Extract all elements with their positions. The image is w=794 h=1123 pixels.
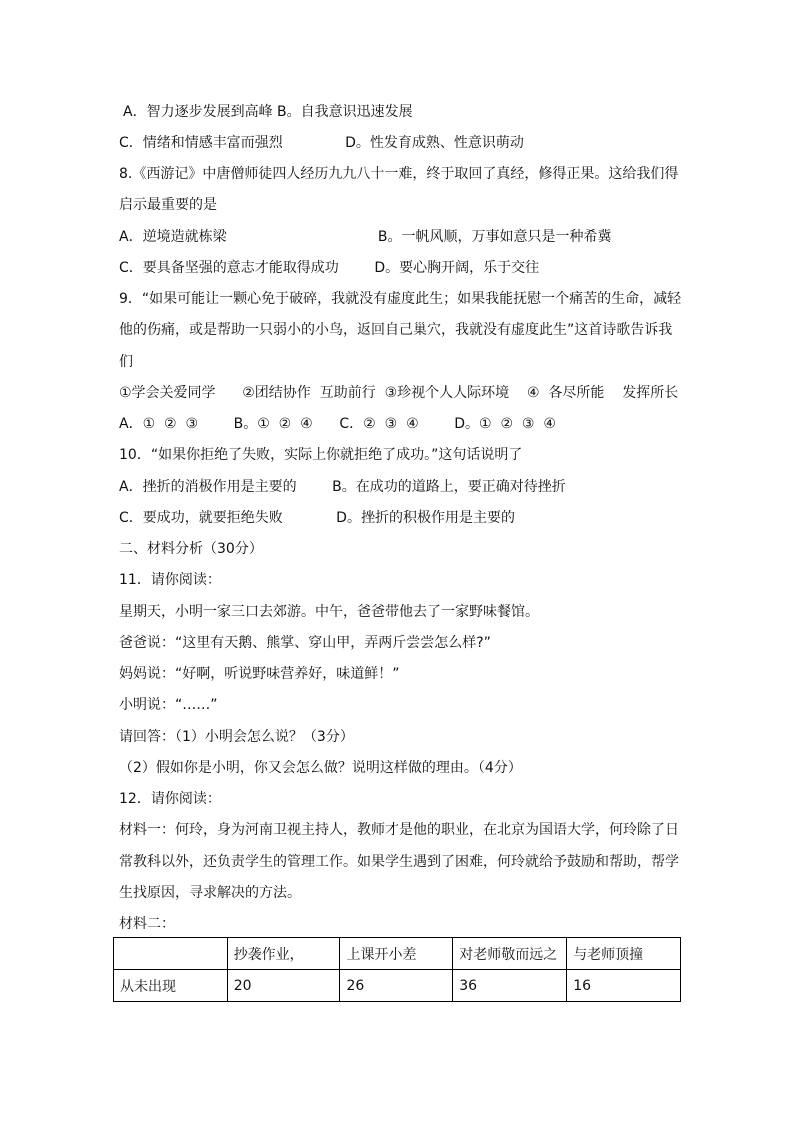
option-line-8c: C．要具备坚强的意志才能取得成功 D。要心胸开阔，乐于交往 (119, 260, 540, 276)
table-header-cell: 与老师顶撞 (567, 938, 681, 970)
question-10-stem: 10．“如果你拒绝了失败，实际上你就拒绝了成功。”这句话说明了 (119, 447, 523, 463)
table-cell: 26 (340, 970, 453, 1002)
table-cell: 16 (567, 970, 681, 1002)
story-line-4: 小明说：“……” (119, 697, 218, 713)
question-8-line-1: 8.《西游记》中唐僧师徒四人经历九九八十一难，终于取回了真经，修得正果。这给我们得 (119, 166, 679, 182)
story-line-2: 爸爸说：“这里有天鹅、熊掌、穿山甲，弄两斤尝尝怎么样?” (119, 635, 491, 651)
table-header-cell: 对老师敬而远之 (453, 938, 567, 970)
table-row (114, 970, 681, 1002)
option-line-10c: C．要成功，就要拒绝失败 D。挫折的积极作用是主要的 (119, 510, 515, 526)
question-9-choices: ①学会关爱同学 ②团结协作 互助前行 ③珍视个人人际环境 ④ 各尽所能 发挥所长 (119, 385, 679, 401)
material-1-line-1: 材料一：何玲，身为河南卫视主持人，教师才是他的职业，在北京为国语大学，何玲除了日 (119, 822, 679, 838)
option-line-7c: C．情绪和情感丰富而强烈 D。性发育成熟、性意识萌动 (119, 135, 524, 151)
table-cell: 从未出现 (114, 970, 228, 1002)
table-header-row (114, 938, 681, 970)
question-9-line-2: 他的伤痛，或是帮助一只弱小的小鸟，返回自己巢穴，我就没有虚度此生”这首诗歌告诉我 (119, 322, 673, 338)
table-header-cell: 上课开小差 (340, 938, 453, 970)
question-8-line-2: 启示最重要的是 (119, 197, 217, 213)
table-header-cell: 抄袭作业， (227, 938, 340, 970)
table-cell: 36 (453, 970, 567, 1002)
question-11-part-1: 请回答：（1）小明会怎么说？（3分） (119, 729, 354, 745)
story-line-3: 妈妈说：“好啊，听说野味营养好，味道鲜！” (119, 666, 400, 682)
table-cell: 20 (227, 970, 340, 1002)
section-heading-material-analysis: 二、材料分析（30分） (119, 541, 263, 557)
option-line-8a: A．逆境造就栋梁 B。一帆风顺，万事如意只是一种希冀 (119, 229, 612, 245)
question-12-heading: 12．请你阅读： (119, 791, 221, 807)
question-11-heading: 11．请你阅读： (119, 572, 221, 588)
material-1-line-3: 生找原因，寻求解决的方法。 (119, 885, 301, 901)
survey-table (113, 937, 681, 1002)
story-line-1: 星期天，小明一家三口去郊游。中午，爸爸带他去了一家野味餐馆。 (119, 604, 539, 620)
question-9-line-1: 9．“如果可能让一颗心免于破碎，我就没有虚度此生；如果我能抚慰一个痛苦的生命，减轻 (119, 291, 682, 307)
option-line-9: A．① ② ③ B。① ② ④ C．② ③ ④ D。① ② ③ ④ (119, 416, 556, 432)
material-1-line-2: 常教科以外，还负责学生的管理工作。如果学生遇到了困难，何玲就给予鼓励和帮助，帮学 (119, 854, 679, 870)
question-9-line-3: 们 (119, 354, 133, 370)
material-2-label: 材料二： (119, 916, 175, 932)
option-line-7a: A．智力逐步发展到高峰 B。自我意识迅速发展 (123, 104, 413, 120)
table-header-cell (114, 938, 228, 970)
option-line-10a: A．挫折的消极作用是主要的 B。在成功的道路上，要正确对待挫折 (119, 479, 566, 495)
question-11-part-2: （2）假如你是小明，你又会怎么做？说明这样做的理由。（4分） (119, 760, 522, 776)
